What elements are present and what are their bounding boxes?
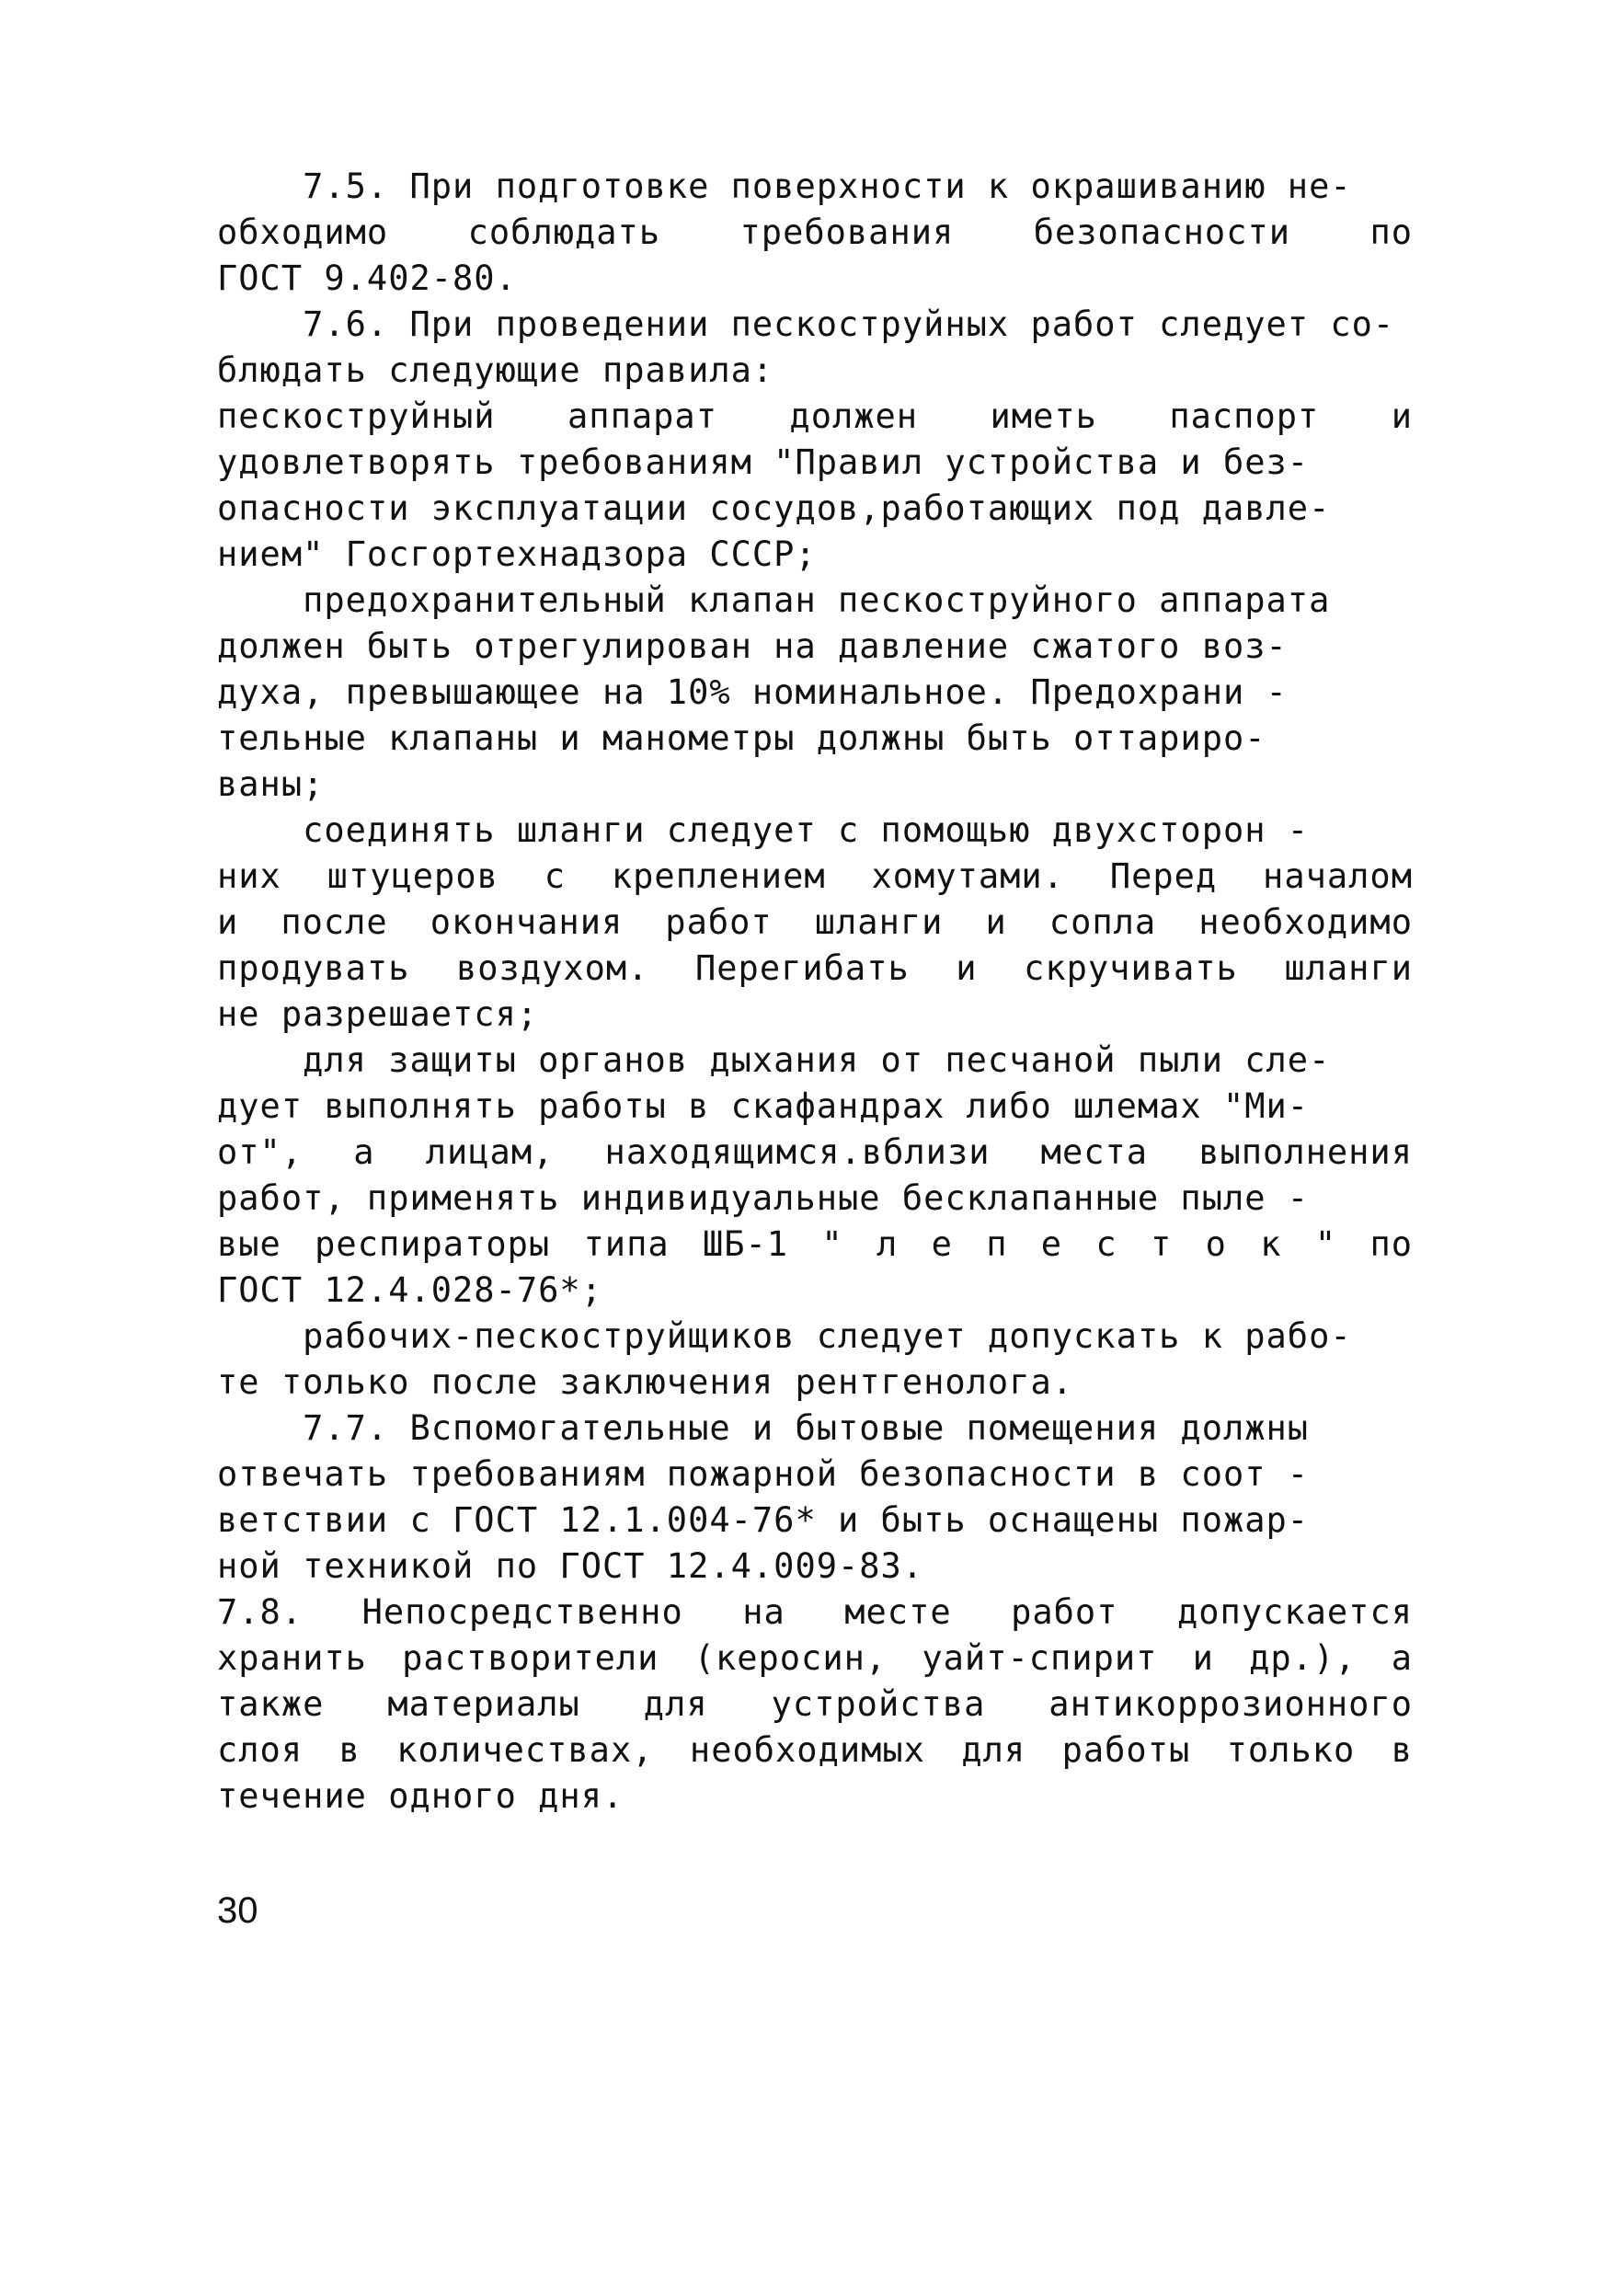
text-line: ГОСТ 12.4.028-76*; [217, 1270, 602, 1310]
text-line: предохранительный клапан пескоструйного аппарата [217, 580, 1331, 620]
text-line: них штуцеров с креплением хомутами. Перед началом [217, 856, 1413, 896]
text-line: 7.6. При проведении пескоструйных работ следует со- [217, 304, 1395, 344]
text-line: от", а лицам, находящимся.вблизи места выполнения [217, 1132, 1413, 1172]
text-line: отвечать требованиям пожарной безопасности в соот - [217, 1454, 1310, 1494]
text-line: 7.7. Вспомогательные и бытовые помещения должны [217, 1408, 1310, 1448]
text-line: опасности эксплуатации сосудов,работающих под давле- [217, 488, 1331, 528]
text-line: нием" Госгортехнадзора СССР; [217, 534, 817, 574]
text-line: те только после заключения рентгенолога. [217, 1362, 1074, 1402]
text-line: слоя в количествах, необходимых для работы только в [217, 1730, 1413, 1770]
text-line: 7.8. Непосредственно на месте работ допускается [217, 1592, 1413, 1632]
text-line: для защиты органов дыхания от песчаной пыли сле- [217, 1040, 1331, 1080]
text-line: удовлетворять требованиям "Правил устройства и без- [217, 442, 1310, 482]
text-line: пескоструйный аппарат должен иметь паспорт и [217, 396, 1413, 436]
text-line: ваны; [217, 764, 325, 804]
text-line: 7.5. При подготовке поверхности к окрашиванию не- [217, 166, 1352, 206]
text-line: ГОСТ 9.402-80. [217, 258, 517, 298]
text-line: дует выполнять работы в скафандрах либо шлемах "Ми- [217, 1086, 1310, 1126]
page-number: 30 [217, 1890, 258, 1931]
text-line: должен быть отрегулирован на давление сжатого воз- [217, 626, 1288, 666]
text-line: течение одного дня. [217, 1776, 624, 1816]
text-line: ной техникой по ГОСТ 12.4.009-83. [217, 1546, 924, 1586]
text-line: блюдать следующие правила: [217, 350, 774, 390]
body-text [217, 164, 1413, 1820]
text-line: обходимо соблюдать требования безопасности по [217, 212, 1413, 252]
text-line: рабочих-пескоструйщиков следует допускать к рабо- [217, 1316, 1352, 1356]
text-line: ветствии с ГОСТ 12.1.004-76* и быть оснащены пожар- [217, 1500, 1310, 1540]
text-line: вые респираторы типа ШБ-1 " л е п е с т о к " по [217, 1224, 1413, 1264]
text-line: работ, применять индивидуальные бесклапанные пыле - [217, 1178, 1310, 1218]
text-line: духа, превышающее на 10% номинальное. Предохрани - [217, 672, 1288, 712]
text-line: соединять шланги следует с помощью двухсторон - [217, 810, 1310, 850]
text-line: тельные клапаны и манометры должны быть оттариро- [217, 718, 1266, 758]
text-line: также материалы для устройства антикоррозионного [217, 1684, 1413, 1724]
text-line: и после окончания работ шланги и сопла необходимо [217, 902, 1413, 942]
text-line: хранить растворители (керосин, уайт-спирит и др.), а [217, 1638, 1413, 1678]
text-line: не разрешается; [217, 994, 539, 1034]
text-line: продувать воздухом. Перегибать и скручивать шланги [217, 948, 1413, 988]
